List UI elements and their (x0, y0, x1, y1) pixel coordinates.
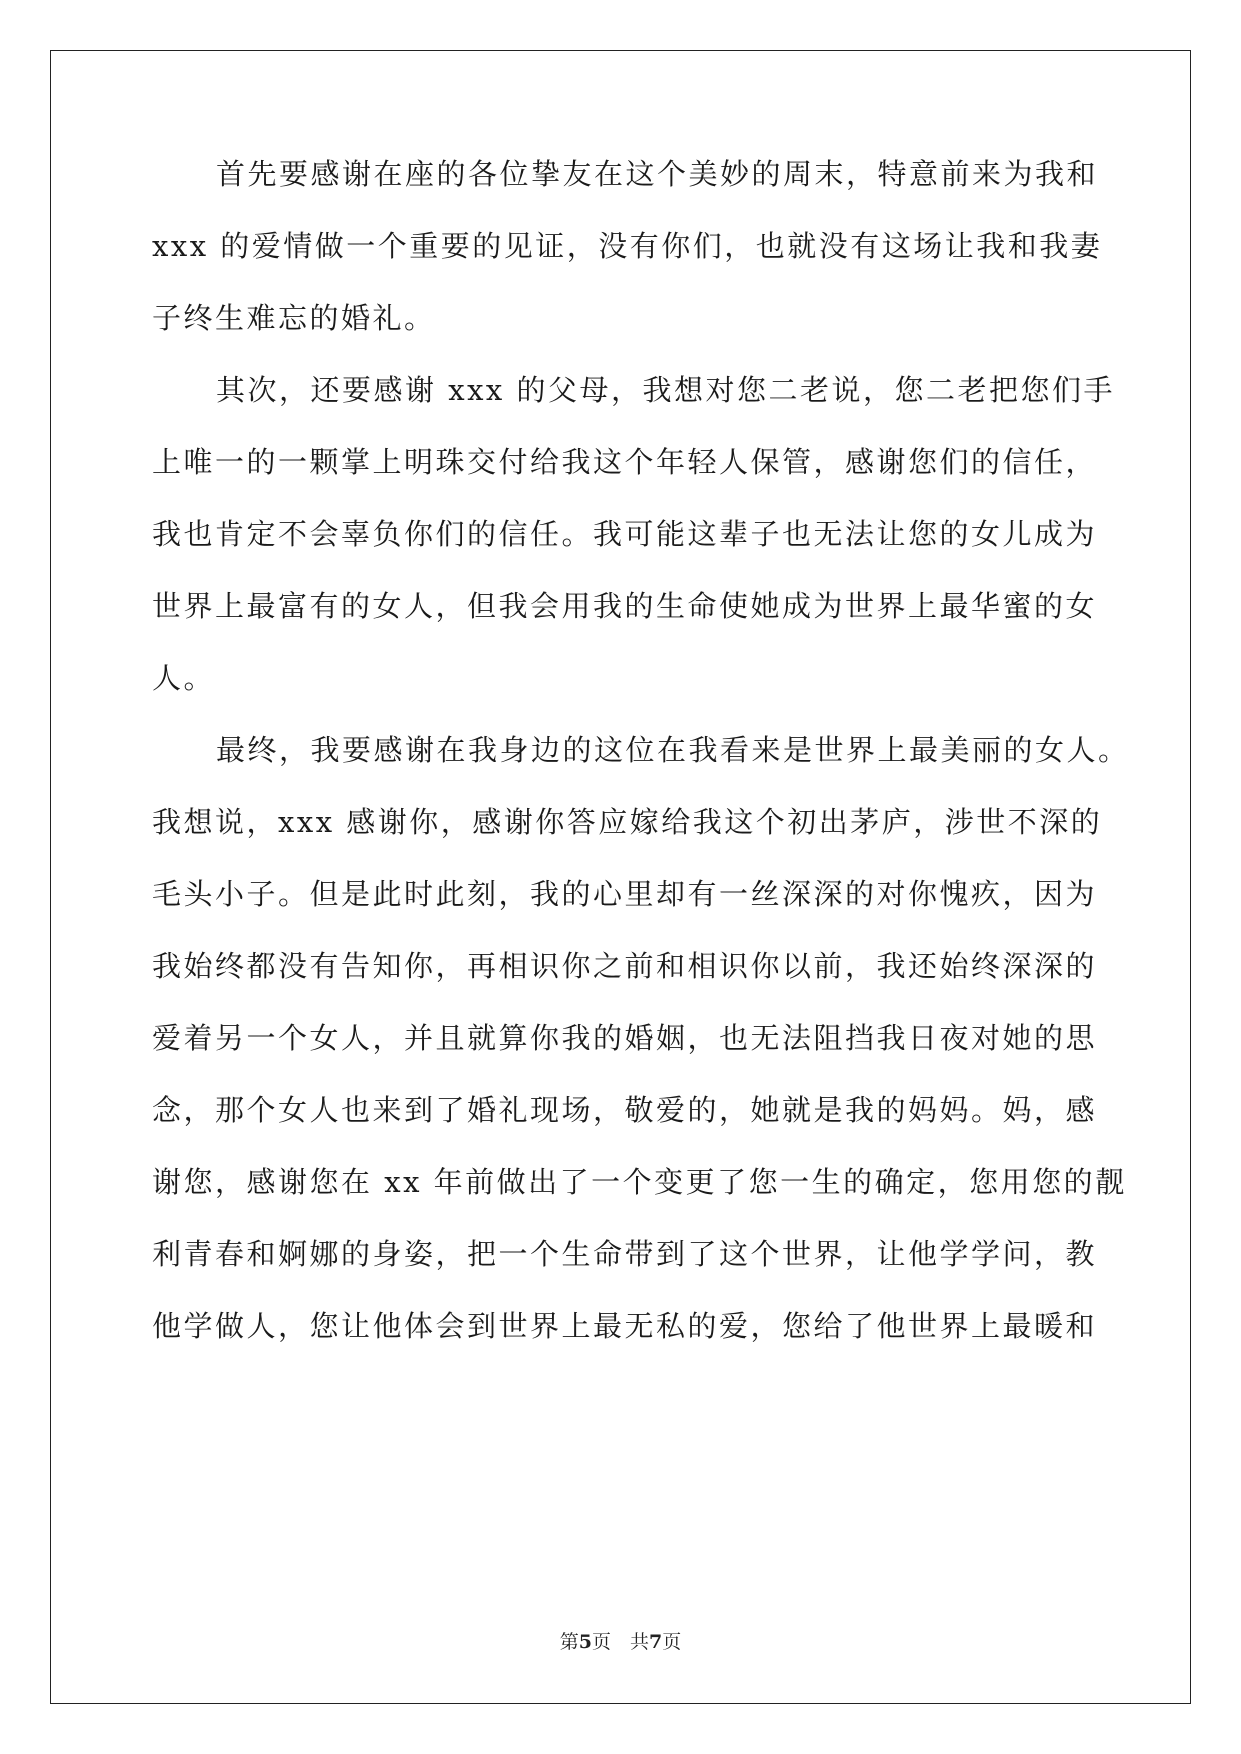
paragraph-1-line-1: 首先要感谢在座的各位挚友在这个美妙的周末，特意前来为我和 (216, 157, 1099, 191)
paragraph-2-line-1: 其次，还要感谢 xxx 的父母，我想对您二老说，您二老把您们手 (216, 373, 1116, 407)
paragraph-2-line-4: 世界上最富有的女人，但我会用我的生命使她成为世界上最华蜜的女 (152, 589, 1098, 623)
page-number-footer (0, 1630, 1241, 1654)
paragraph-3-line-4: 我始终都没有告知你，再相识你之前和相识你以前，我还始终深深的 (152, 949, 1098, 983)
paragraph-3-line-9: 他学做人，您让他体会到世界上最无私的爱，您给了他世界上最暖和 (152, 1309, 1098, 1343)
paragraph-1-line-3: 子终生难忘的婚礼。 (152, 301, 436, 335)
page-mid: 页 共 (591, 1631, 649, 1653)
paragraph-3-line-1: 最终，我要感谢在我身边的这位在我看来是世界上最美丽的女人。 (216, 733, 1130, 767)
paragraph-3-line-5: 爱着另一个女人，并且就算你我的婚姻，也无法阻挡我日夜对她的思 (152, 1021, 1098, 1055)
paragraph-3-line-7: 谢您，感谢您在 xx 年前做出了一个变更了您一生的确定，您用您的靓 (152, 1165, 1127, 1199)
paragraph-3-line-2: 我想说，xxx 感谢你，感谢你答应嫁给我这个初出茅庐，涉世不深的 (152, 805, 1103, 839)
paragraph-2-line-5: 人。 (152, 661, 216, 695)
paragraph-3-line-6: 念，那个女人也来到了婚礼现场，敬爱的，她就是我的妈妈。妈，感 (152, 1093, 1098, 1127)
paragraph-3-line-8: 利青春和婀娜的身姿，把一个生命带到了这个世界，让他学学问，教 (152, 1237, 1098, 1271)
page-prefix: 第 (559, 1631, 579, 1653)
current-page-number: 5 (578, 1631, 592, 1653)
total-page-number: 7 (649, 1631, 663, 1653)
paragraph-2-line-3: 我也肯定不会辜负你们的信任。我可能这辈子也无法让您的女儿成为 (152, 517, 1098, 551)
page-suffix: 页 (662, 1631, 682, 1653)
paragraph-2-line-2: 上唯一的一颗掌上明珠交付给我这个年轻人保管，感谢您们的信任， (152, 445, 1098, 479)
paragraph-3-line-3: 毛头小子。但是此时此刻，我的心里却有一丝深深的对你愧疚，因为 (152, 877, 1098, 911)
paragraph-1-line-2: xxx 的爱情做一个重要的见证，没有你们，也就没有这场让我和我妻 (152, 229, 1103, 263)
